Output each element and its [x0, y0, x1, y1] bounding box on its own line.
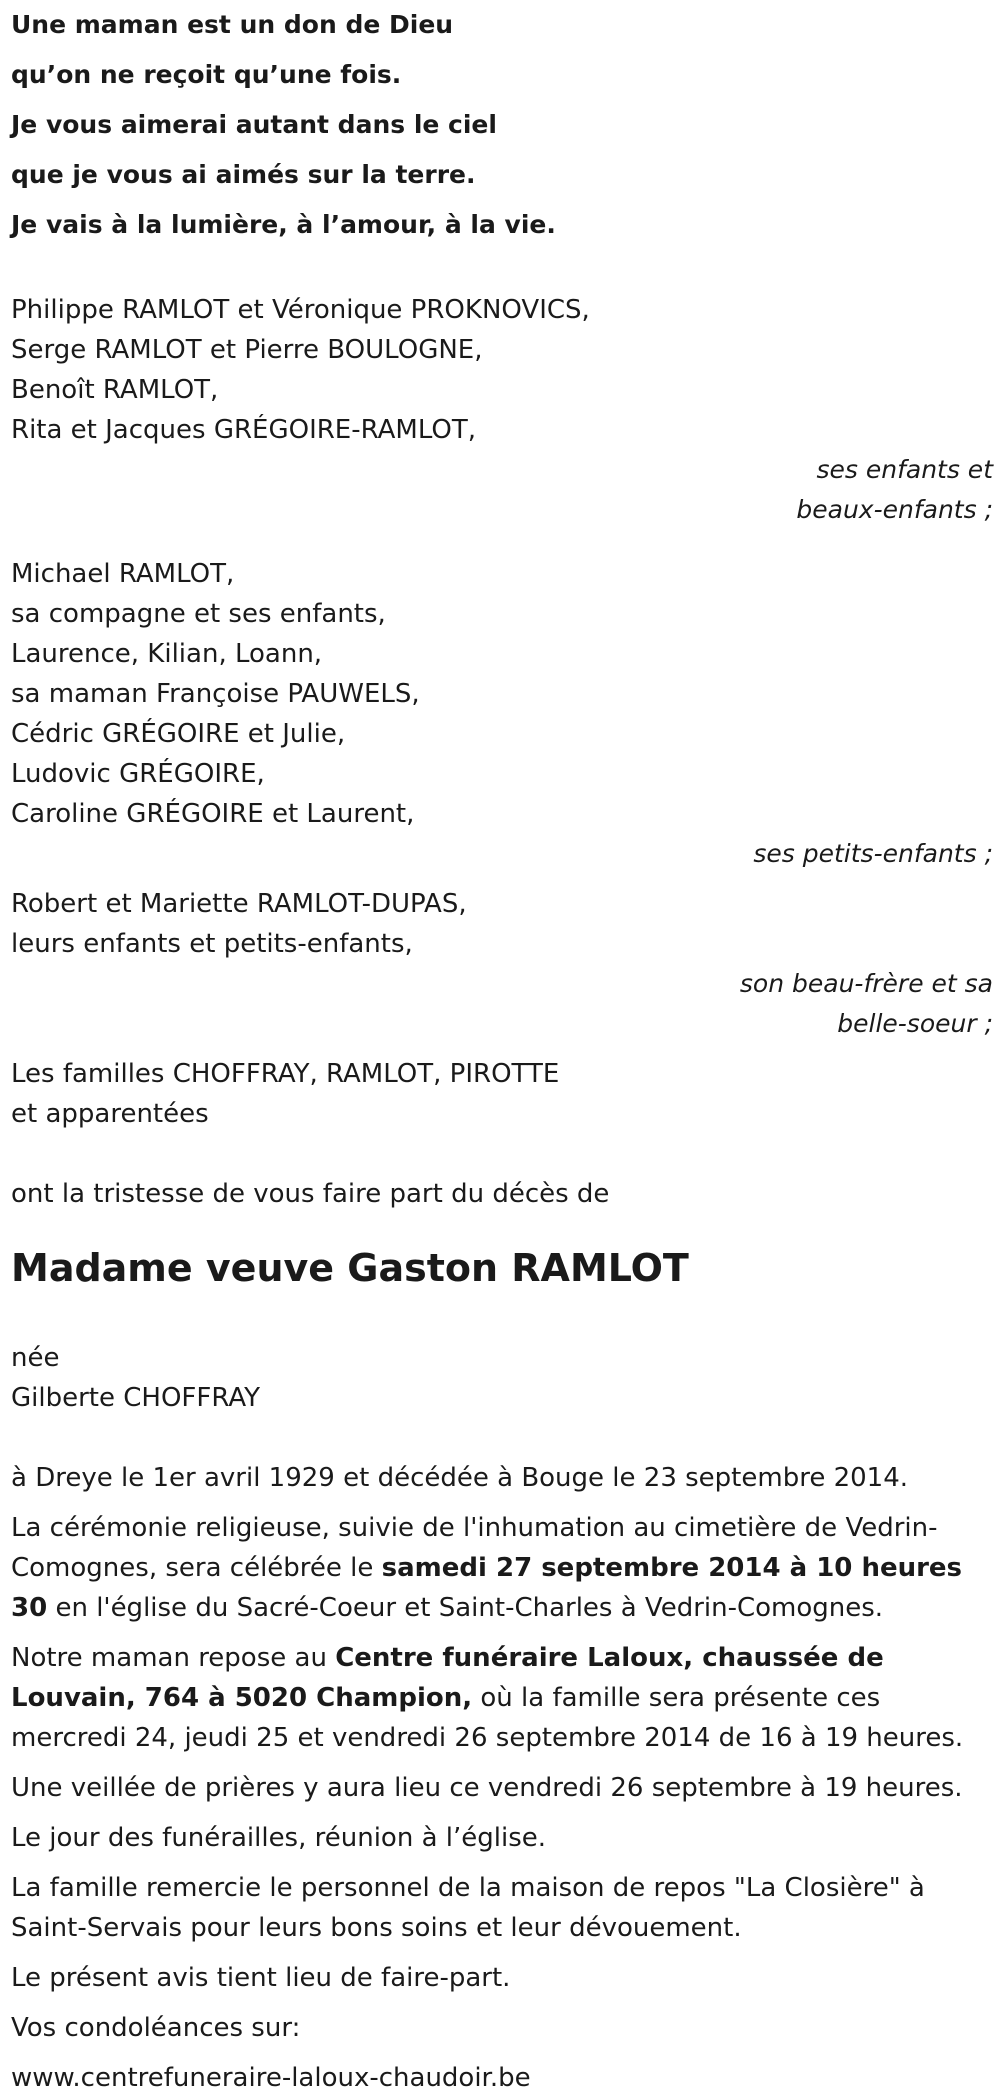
funeral-day-paragraph: Le jour des funérailles, réunion à l’église. [11, 1823, 547, 1853]
ceremony-paragraph [11, 1508, 993, 1628]
born-label: née [11, 1343, 60, 1373]
poem-line: Une maman est un don de Dieu [11, 10, 454, 39]
family-member: leurs enfants et petits-enfants, [11, 929, 413, 959]
condolences-label: Vos condoléances sur: [11, 2013, 301, 2043]
poem-line: qu’on ne reçoit qu’une fois. [11, 60, 402, 89]
deceased-name: Madame veuve Gaston RAMLOT [11, 1246, 689, 1290]
ceremony-text: La cérémonie religieuse, suivie de l'inhumation au cimetière de Vedrin-Comognes, sera célébrée le [11, 1513, 938, 1583]
children-role [11, 450, 993, 530]
family-member: Robert et Mariette RAMLOT-DUPAS, [11, 889, 467, 919]
inlaws-role [11, 964, 993, 1044]
family-member: sa compagne et ses enfants, [11, 599, 386, 629]
funeral-center-address: Centre funéraire Laloux, chaussée de Louvain, 764 à 5020 Champion, [11, 1643, 884, 1713]
poem [11, 0, 993, 250]
family-member: Les familles CHOFFRAY, RAMLOT, PIROTTE [11, 1059, 560, 1089]
family-member: Benoît RAMLOT, [11, 375, 219, 405]
poem-line: Je vous aimerai autant dans le ciel [11, 110, 497, 139]
website-link[interactable]: www.centrefuneraire-laloux-chaudoir.be [11, 2063, 531, 2093]
announcement: ont la tristesse de vous faire part du décès de [11, 1179, 610, 1209]
family-member: Cédric GRÉGOIRE et Julie, [11, 719, 346, 749]
thanks-paragraph: La famille remercie le personnel de la maison de repos "La Closière" à Saint-Servais pour leurs bons soins et leur dévouement. [11, 1873, 925, 1943]
family-member: et apparentées [11, 1099, 209, 1129]
family-member: Rita et Jacques GRÉGOIRE-RAMLOT, [11, 415, 477, 445]
rest-text: où la famille sera présente ces mercredi 24, jeudi 25 et vendredi 26 septembre 2014 de 16 à 19 heures. [11, 1683, 964, 1753]
maiden-name: Gilberte CHOFFRAY [11, 1383, 260, 1413]
family-member: Serge RAMLOT et Pierre BOULOGNE, [11, 335, 483, 365]
role-line: belle-soeur ; [837, 1009, 993, 1038]
ceremony-text: en l'église du Sacré-Coeur et Saint-Charles à Vedrin-Comognes. [47, 1593, 884, 1623]
families-list [11, 1054, 993, 1134]
children-list [11, 290, 993, 450]
rest-paragraph [11, 1638, 993, 1758]
family-member: sa maman Françoise PAUWELS, [11, 679, 420, 709]
notice-paragraph: Le présent avis tient lieu de faire-part. [11, 1963, 511, 1993]
role-line: beaux-enfants ; [796, 495, 993, 524]
rest-text: Notre maman repose au [11, 1643, 336, 1673]
vigil-paragraph: Une veillée de prières y aura lieu ce vendredi 26 septembre à 19 heures. [11, 1773, 963, 1803]
dates-paragraph: à Dreye le 1er avril 1929 et décédée à Bouge le 23 septembre 2014. [11, 1463, 909, 1493]
poem-line: Je vais à la lumière, à l’amour, à la vie. [11, 210, 556, 239]
grandchildren-list [11, 554, 993, 834]
family-member: Caroline GRÉGOIRE et Laurent, [11, 799, 415, 829]
family-member: Philippe RAMLOT et Véronique PROKNOVICS, [11, 295, 590, 325]
obituary-notice [11, 0, 993, 2098]
family-member: Michael RAMLOT, [11, 559, 235, 589]
role-line: son beau-frère et sa [739, 969, 993, 998]
family-member: Laurence, Kilian, Loann, [11, 639, 323, 669]
grandchildren-role: ses petits-enfants ; [753, 839, 993, 868]
family-member: Ludovic GRÉGOIRE, [11, 759, 265, 789]
role-line: ses enfants et [816, 455, 993, 484]
poem-line: que je vous ai aimés sur la terre. [11, 160, 476, 189]
inlaws-list [11, 884, 993, 964]
ceremony-datetime: samedi 27 septembre 2014 à 10 heures 30 [11, 1553, 963, 1623]
